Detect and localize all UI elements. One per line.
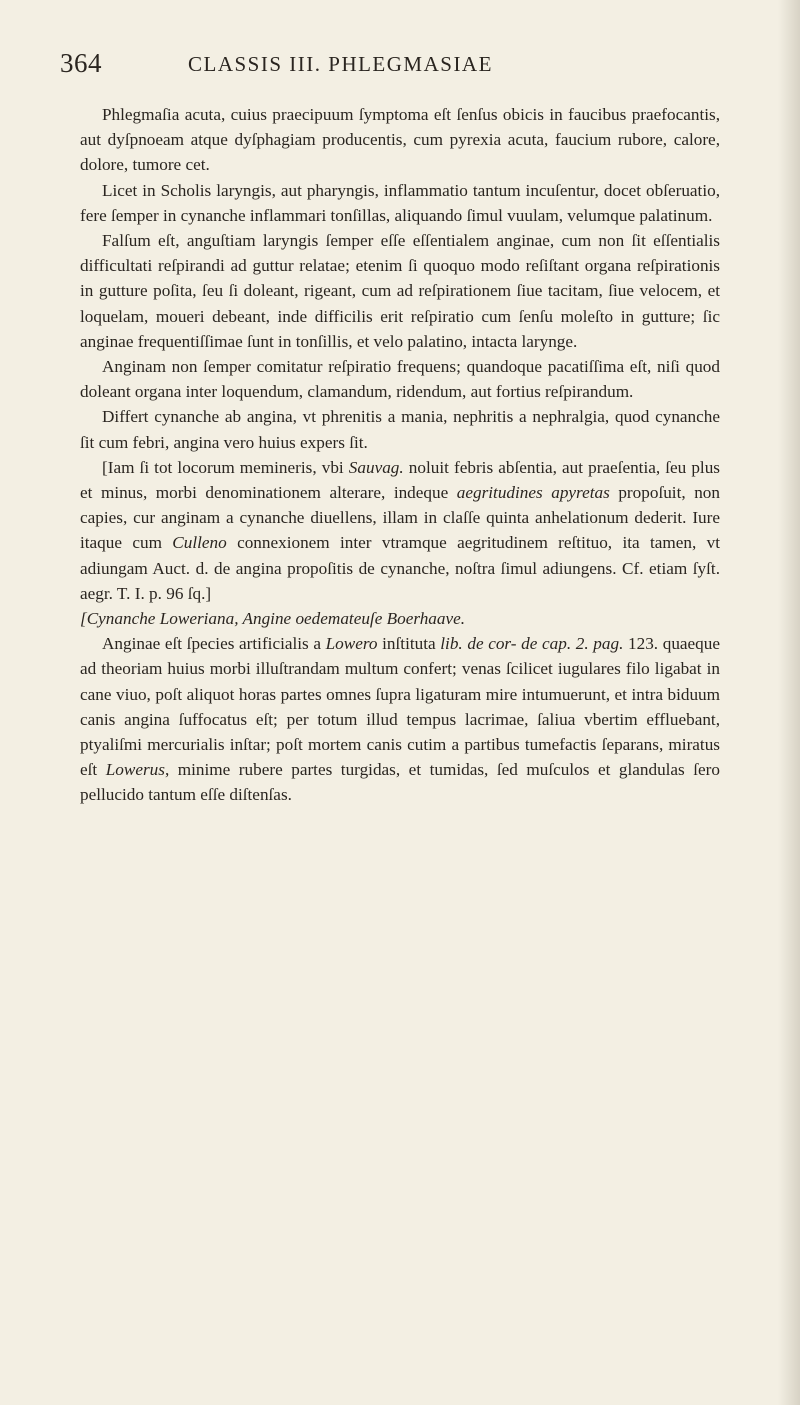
lower-text-1: Anginae eſt ſpecies artificialis a bbox=[102, 634, 326, 654]
paragraph-respiratio: Anginam non ſemper comitatur reſpiratio frequens; quandoque pacatiſſima eſt, niſi quod doleant organa inter loquendum, clamandum, ridendum, aut fortius reſpirandum. bbox=[80, 357, 720, 402]
section-heading-loweriana bbox=[80, 606, 720, 631]
note-text-3: propoſuit, non capies, cur anginam a cynanche diuellens, illam in claſſe quinta anhelationum dederit. Iure itaque cum bbox=[80, 483, 720, 553]
paragraph-loweriana bbox=[80, 631, 720, 807]
paragraph-bracket-note bbox=[80, 455, 720, 606]
note-phrase-apyretas: aegritudines apyretas bbox=[456, 483, 610, 503]
note-text-1: [Iam ſi tot locorum memineris, vbi bbox=[102, 457, 349, 477]
page-number: 364 bbox=[60, 48, 102, 78]
lower-name-lowero: Lowero bbox=[325, 634, 378, 654]
section-heading-text: [Cynanche Loweriana, Angine oedemateuſe Boerhaave. bbox=[80, 609, 466, 629]
lower-reference: lib. de cor- de cap. 2. pag. bbox=[440, 634, 624, 654]
note-name-culleno: Culleno bbox=[172, 533, 227, 553]
running-head: CLASSIS III. PHLEGMASIAE bbox=[188, 52, 493, 76]
note-text-4: connexionem inter vtramque aegritudinem reſtituo, ita tamen, vt adiungam Auct. d. de angina propoſitis de cynanche, noſtra ſimul adiungens. Cf. etiam ſyſt. aegr. T. I. p. 96 ſq.] bbox=[80, 533, 720, 603]
note-name-sauvag: Sauvag. bbox=[348, 457, 404, 477]
lower-text-2: inſtituta bbox=[377, 634, 441, 654]
lower-name-lowerus: Lowerus bbox=[105, 760, 165, 780]
lower-text-4: , minime rubere partes turgidas, et tumidas, ſed muſculos et glandulas ſero pellucido tantum eſſe diſtenſas. bbox=[80, 760, 721, 805]
lower-text-3: 123. quaeque ad theoriam huius morbi illuſtrandam multum confert; venas ſcilicet iugulares filo ligabat in cane viuo, poſt aliquot horas partes omnes ſupra ligaturam mire intumuerunt, et intra biduum canis angina ſuffocatus eſt; per totum illud tempus lacrimae, ſaliua vbertim effluebant, ptyaliſmi mercurialis inſtar; poſt mortem canis cutim a partibus tumefactis ſeparans, miratus eſt bbox=[80, 634, 720, 780]
body-text bbox=[80, 102, 720, 808]
paragraph-differt: Differt cynanche ab angina, vt phrenitis a mania, nephritis a nephralgia, quod cynanche ſit cum febri, angina vero huius expers ſit. bbox=[80, 407, 720, 452]
paragraph-falsum: Falſum eſt, anguſtiam laryngis ſemper eſſe eſſentialem anginae, cum non ſit eſſentialis difficultati reſpirandi ad guttur relatae; etenim ſi quoquo modo reſiſtant organa reſpirationis in gutture poſita, ſeu ſi doleant, rigeant, cum ad reſpirationem ſiue tacitam, ſiue velocem, et loquelam, moueri debeant, inde difficilis erit reſpiratio cum ſenſu moleſto in gutture; ſic anginae frequentiſſimae ſunt in tonſillis, et velo palatino, intacta larynge. bbox=[80, 231, 720, 351]
page-edge-shadow bbox=[778, 0, 800, 1405]
page-header bbox=[60, 48, 700, 88]
paragraph-definition: Phlegmaſia acuta, cuius praecipuum ſymptoma eſt ſenſus obicis in faucibus praefocantis, aut dyſpnoeam atque dyſphagiam producentis, cum pyrexia acuta, faucium rubore, calore, dolore, tumore cet. bbox=[80, 105, 720, 175]
paragraph-scholis: Licet in Scholis laryngis, aut pharyngis, inflammatio tantum incuſentur, docet obſeruatio, fere ſemper in cynanche inflammari tonſillas, aliquando ſimul vuulam, velumque palatinum. bbox=[80, 180, 720, 225]
note-text-2: noluit febris abſentia, aut praeſentia, ſeu plus et minus, morbi denominationem alterare, indeque bbox=[80, 457, 720, 503]
